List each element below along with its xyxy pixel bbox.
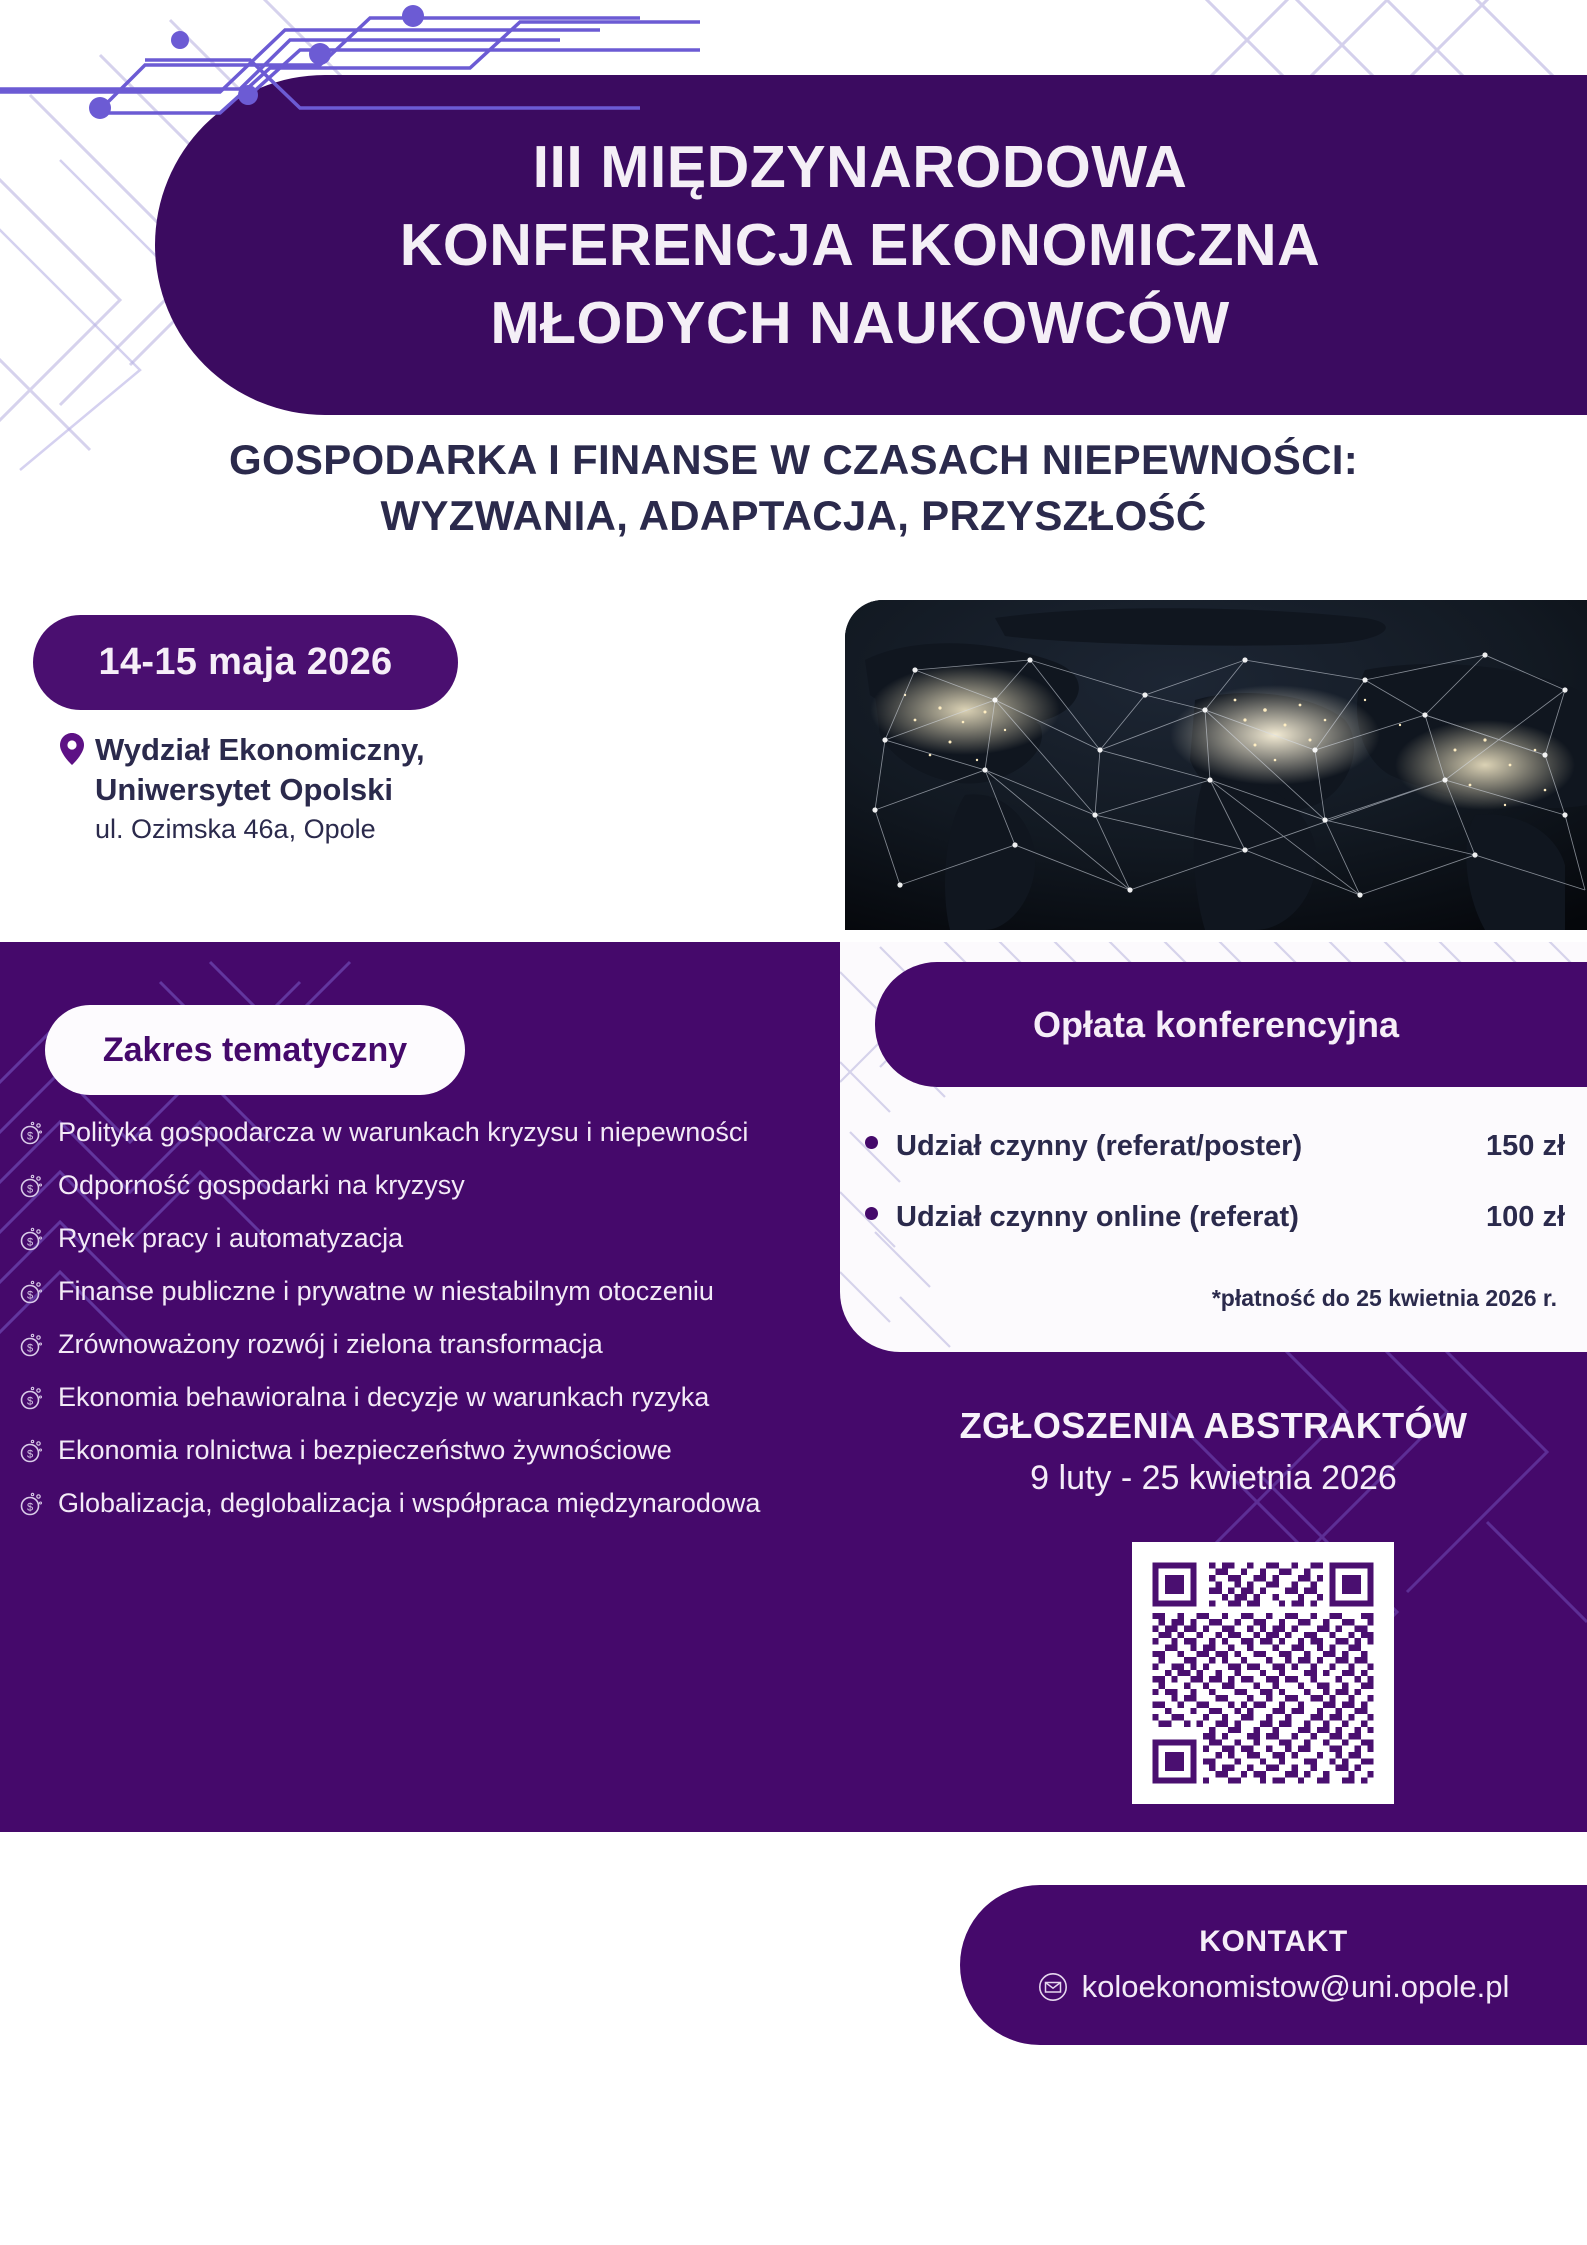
svg-text:$: $ <box>26 1236 34 1249</box>
fee-amount: 100 zł <box>1486 1201 1565 1233</box>
contact-block <box>960 1885 1587 2045</box>
topics-heading-badge <box>45 1005 465 1095</box>
svg-text:$: $ <box>26 1342 34 1355</box>
coin-dollar-icon <box>18 1438 44 1464</box>
event-date-text: 14-15 maja 2026 <box>98 641 393 683</box>
coin-dollar-icon <box>18 1491 44 1517</box>
topic-text: Ekonomia behawioralna i decyzje w warunkach ryzyka <box>58 1382 710 1412</box>
topic-text: Odporność gospodarki na kryzysy <box>58 1170 465 1200</box>
fee-label: Udział czynny online (referat) <box>896 1201 1299 1233</box>
abstracts-block <box>840 1405 1587 1498</box>
envelope-icon <box>1038 1972 1068 2002</box>
event-date-badge <box>33 615 458 710</box>
topic-text: Polityka gospodarcza w warunkach kryzysu i niepewności <box>58 1117 749 1147</box>
fee-row <box>865 1130 1565 1163</box>
venue-line-1: Wydział Ekonomiczny, <box>95 732 425 767</box>
contact-email[interactable]: koloekonomistow@uni.opole.pl <box>1081 1969 1510 2004</box>
venue-line-3: ul. Ozimska 46a, Opole <box>95 814 376 844</box>
contact-title: KONTAKT <box>1199 1925 1348 1958</box>
world-network-map-image <box>845 600 1587 930</box>
page-subtitle <box>0 432 1587 544</box>
fees-heading-badge <box>875 962 1587 1087</box>
list-item <box>18 1274 848 1309</box>
contact-email-row[interactable] <box>1038 1969 1510 2005</box>
page-title <box>180 90 1570 400</box>
fees-heading-text: Opłata konferencyjna <box>1032 1003 1400 1045</box>
svg-text:$: $ <box>26 1183 34 1196</box>
coin-dollar-icon <box>18 1120 44 1146</box>
svg-text:$: $ <box>26 1289 34 1302</box>
list-item <box>18 1486 848 1521</box>
topic-text: Rynek pracy i automatyzacja <box>58 1223 404 1253</box>
fee-payment-note: *płatność do 25 kwietnia 2026 r. <box>1211 1285 1557 1311</box>
qr-code-image[interactable] <box>1146 1556 1380 1790</box>
title-line-2: KONFERENCJA EKONOMICZNA <box>399 212 1321 278</box>
coin-dollar-icon <box>18 1279 44 1305</box>
title-line-1: III MIĘDZYNARODOWA <box>532 134 1188 200</box>
topics-heading-text: Zakres tematyczny <box>102 1030 408 1069</box>
svg-text:$: $ <box>26 1501 34 1514</box>
abstracts-dates: 9 luty - 25 kwietnia 2026 <box>1030 1459 1397 1497</box>
abstracts-title: ZGŁOSZENIA ABSTRAKTÓW <box>959 1405 1468 1446</box>
qr-code[interactable] <box>1132 1542 1394 1804</box>
coin-dollar-icon <box>18 1385 44 1411</box>
svg-text:$: $ <box>26 1130 34 1143</box>
list-item <box>18 1380 848 1415</box>
venue-line-2: Uniwersytet Opolski <box>95 772 394 807</box>
topic-text: Globalizacja, deglobalizacja i współpraca międzynarodowa <box>58 1488 761 1518</box>
fee-list <box>865 1130 1565 1272</box>
subtitle-line-1: GOSPODARKA I FINANSE W CZASACH NIEPEWNOŚCI: <box>228 436 1359 483</box>
bullet-dot-icon <box>865 1207 878 1220</box>
title-line-3: MŁODYCH NAUKOWCÓW <box>490 290 1230 356</box>
coin-dollar-icon <box>18 1226 44 1252</box>
map-pin-icon <box>60 733 84 765</box>
topic-text: Finanse publiczne i prywatne w niestabilnym otoczeniu <box>58 1276 714 1306</box>
svg-text:$: $ <box>26 1448 34 1461</box>
venue-block <box>95 730 615 848</box>
fee-label: Udział czynny (referat/poster) <box>896 1130 1303 1162</box>
list-item <box>18 1168 848 1203</box>
topic-text: Zrównoważony rozwój i zielona transformacja <box>58 1329 603 1359</box>
bullet-dot-icon <box>865 1136 878 1149</box>
list-item <box>18 1221 848 1256</box>
list-item <box>18 1327 848 1362</box>
topics-list <box>18 1115 848 1539</box>
coin-dollar-icon <box>18 1332 44 1358</box>
fee-row <box>865 1201 1565 1234</box>
coin-dollar-icon <box>18 1173 44 1199</box>
fee-amount: 150 zł <box>1486 1130 1565 1162</box>
subtitle-line-2: WYZWANIA, ADAPTACJA, PRZYSZŁOŚĆ <box>380 492 1207 539</box>
list-item <box>18 1433 848 1468</box>
svg-text:$: $ <box>26 1395 34 1408</box>
list-item <box>18 1115 848 1150</box>
topic-text: Ekonomia rolnictwa i bezpieczeństwo żywnościowe <box>58 1435 672 1465</box>
